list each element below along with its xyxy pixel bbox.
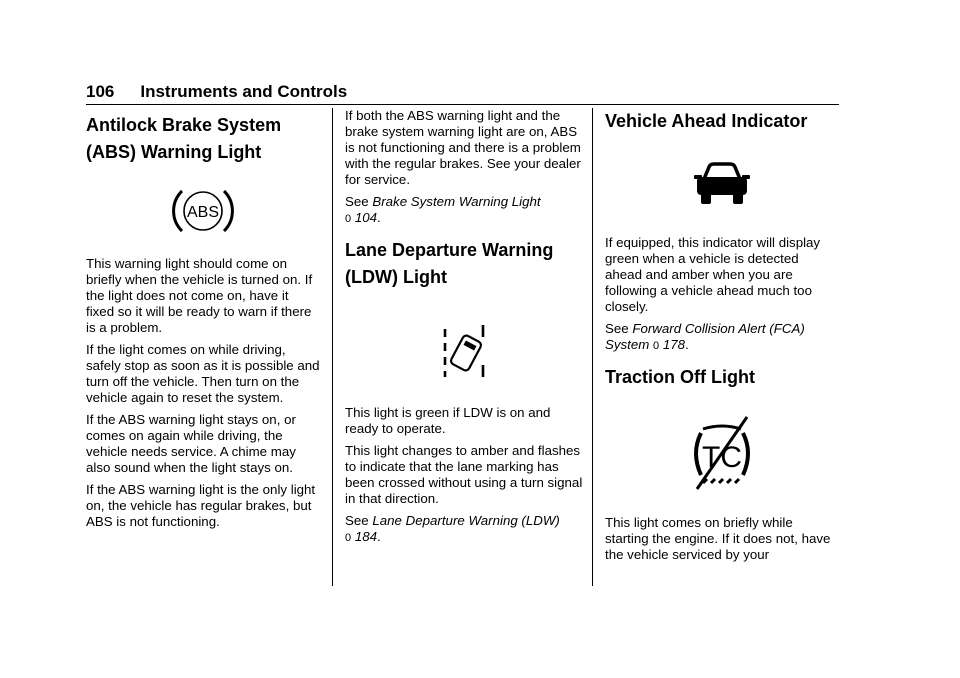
vehicle-ahead-heading: Vehicle Ahead Indicator <box>605 111 808 131</box>
see-fca-reference: See Forward Collision Alert (FCA) System 0 178. <box>605 321 805 352</box>
page-number: 106 <box>86 82 115 101</box>
ldw-paragraph-1: This light is green if LDW is on and ready to operate. <box>345 405 551 436</box>
brake-reference-link[interactable]: Brake System Warning Light <box>372 194 541 209</box>
abs-heading: Antilock Brake System (ABS) Warning Light <box>86 115 282 162</box>
header-rule <box>86 104 839 105</box>
column-3 <box>605 108 839 569</box>
traction-off-icon-wrap <box>605 413 839 493</box>
ldw-paragraph-2: This light changes to amber and flashes to indicate that the lane marking has been crossed without using a turn signal in that direction. <box>345 443 583 506</box>
traction-off-icon <box>687 413 757 493</box>
abs-icon-wrap <box>86 186 320 236</box>
abs-warning-icon <box>170 186 236 236</box>
page-arrow-icon: 0 <box>345 213 352 225</box>
vehicle-ahead-icon-wrap <box>605 159 839 207</box>
ldw-heading: Lane Departure Warning (LDW) Light <box>345 240 554 287</box>
abs-icon-text: ABS <box>186 204 220 221</box>
column-2 <box>345 108 583 552</box>
fca-reference-link[interactable]: Forward Collision Alert (FCA) System <box>605 321 805 352</box>
section-title: Instruments and Controls <box>140 82 348 101</box>
lane-departure-icon <box>439 323 489 379</box>
column-divider <box>332 108 333 586</box>
ldw-reference-link[interactable]: Lane Departure Warning (LDW) <box>372 513 560 528</box>
vehicle-ahead-icon <box>694 159 750 207</box>
vehicle-ahead-paragraph: If equipped, this indicator will display green when a vehicle is detected ahead and amber when you are following a vehicle ahead much too closely. <box>605 235 821 314</box>
page-arrow-icon: 0 <box>653 340 660 352</box>
abs-both-paragraph: If both the ABS warning light and the brake system warning light are on, ABS is not functioning and there is a problem with the regular brakes. See your dealer for service. <box>345 108 581 187</box>
see-brake-reference: See Brake System Warning Light 0 104. <box>345 194 541 225</box>
tc-icon-text: TC <box>702 441 742 474</box>
abs-paragraph-2: If the light comes on while driving, safely stop as soon as it is possible and turn off the vehicle. Then turn on the vehicle again to reset the system. <box>86 342 320 405</box>
page-header <box>86 82 347 102</box>
traction-off-paragraph: This light comes on briefly while starting the engine. If it does not, have the vehicle serviced by your <box>605 515 831 562</box>
abs-paragraph-4: If the ABS warning light is the only light on, the vehicle has regular brakes, but ABS is not functioning. <box>86 482 316 529</box>
traction-off-heading: Traction Off Light <box>605 367 755 387</box>
page-arrow-icon: 0 <box>345 532 352 544</box>
column-divider <box>592 108 593 586</box>
abs-paragraph-3: If the ABS warning light stays on, or comes on again while driving, the vehicle needs service. A chime may also sound when the light stays on. <box>86 412 296 475</box>
abs-paragraph-1: This warning light should come on briefly when the vehicle is turned on. If the light does not come on, have it fixed so it will be ready to warn if there is a problem. <box>86 256 313 335</box>
see-ldw-reference: See Lane Departure Warning (LDW) 0 184. <box>345 513 560 544</box>
column-1 <box>86 108 320 536</box>
ldw-icon-wrap <box>345 323 583 379</box>
